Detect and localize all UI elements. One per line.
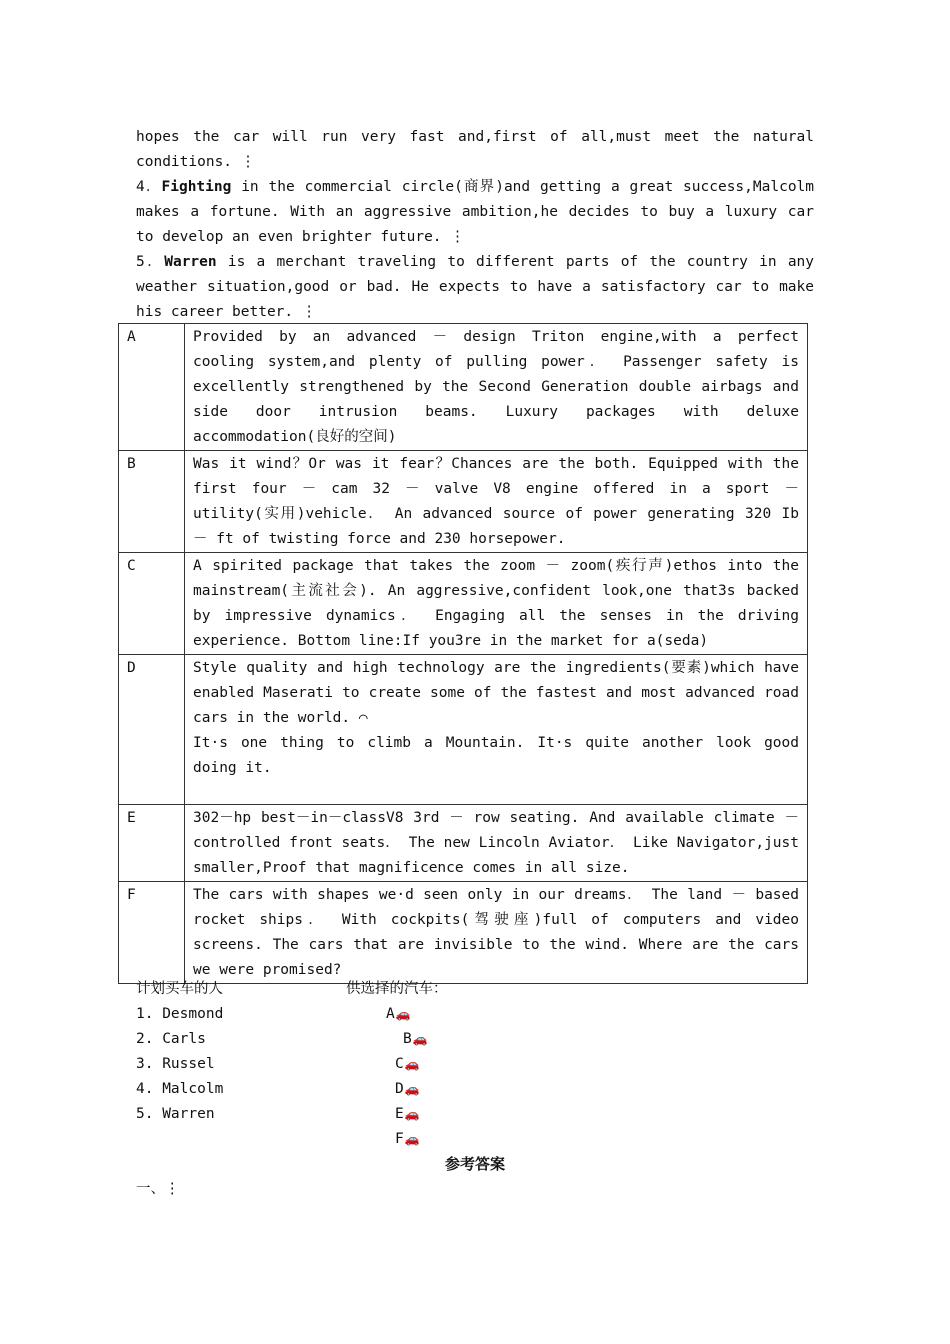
car-letter: A bbox=[386, 1006, 395, 1022]
option-letter: D bbox=[119, 655, 185, 805]
car-option-item bbox=[346, 1127, 448, 1152]
car-icon: 🚗 bbox=[404, 1107, 420, 1121]
buyer-item: 2. Carls bbox=[136, 1031, 206, 1047]
answer-key-title: 参考答案 bbox=[444, 1155, 505, 1173]
buyer-item: 1. Desmond bbox=[136, 1006, 224, 1022]
item-4-number: 4． bbox=[136, 179, 162, 195]
option-text-second: It·s one thing to climb a Mountain. It·s quite another look good doing it. bbox=[193, 735, 799, 776]
option-text: The cars with shapes we·d seen only in our dreams． The land － based rocket ships． With cockpits(驾驶座)full of computers and video screens. The cars that are invisible to the wind. Where are the cars we were promised? bbox=[185, 882, 808, 984]
option-row-c bbox=[119, 553, 808, 655]
item-5 bbox=[136, 250, 814, 325]
car-option-item bbox=[346, 1002, 448, 1027]
buyer-item: 4. Malcolm bbox=[136, 1081, 224, 1097]
item-4-text: in the commercial circle(商界)and getting a great success,Malcolm makes a fortune. With an aggressive ambition,he decides to buy a luxury car to develop an even brighter future. ⋮ bbox=[136, 179, 815, 245]
buyers-column bbox=[136, 977, 223, 1127]
item-3-tail-text: hopes the car will run very fast and,first of all,must meet the natural conditions. ⋮ bbox=[136, 129, 814, 170]
cars-column bbox=[346, 977, 448, 1152]
car-icon: 🚗 bbox=[395, 1007, 411, 1021]
item-5-name: Warren bbox=[164, 254, 217, 270]
option-row-f bbox=[119, 882, 808, 984]
car-icon: 🚗 bbox=[404, 1057, 420, 1071]
car-icon: 🚗 bbox=[404, 1082, 420, 1096]
item-3-tail bbox=[136, 125, 814, 175]
item-5-text: is a merchant traveling to different parts of the country in any weather situation,good or bad. He expects to have a satisfactory car to make his career better. ⋮ bbox=[136, 254, 815, 320]
option-text: Was it wind？Or was it fear？Chances are the both. Equipped with the first four － cam 32 － valve V8 engine offered in a sport － utility(实用)vehicle． An advanced source of power generating 320 Ib － ft of twisting force and 230 horsepower. bbox=[185, 451, 808, 553]
option-text: 302－hp best－in－classV8 3rd － row seating. And available climate － controlled front seats． The new Lincoln Aviator． Like Navigator,just smaller,Proof that magnificence comes in all size. bbox=[185, 805, 808, 882]
car-icon: 🚗 bbox=[412, 1032, 428, 1046]
option-row-e bbox=[119, 805, 808, 882]
item-5-number: 5． bbox=[136, 254, 165, 270]
answer-key-section-one: 一、⋮ bbox=[136, 1181, 180, 1197]
car-letter: F bbox=[395, 1131, 404, 1147]
car-option-item bbox=[346, 1077, 448, 1102]
option-text: Style quality and high technology are the ingredients(要素)which have enabled Maserati to create some of the fastest and most advanced road cars in the world. ⌒ bbox=[193, 660, 799, 726]
option-letter: F bbox=[119, 882, 185, 984]
option-letter: B bbox=[119, 451, 185, 553]
car-options-table bbox=[118, 323, 808, 984]
cars-heading: 供选择的汽车： bbox=[346, 981, 448, 997]
option-text-block bbox=[185, 655, 808, 805]
option-letter: C bbox=[119, 553, 185, 655]
car-option-item bbox=[346, 1052, 448, 1077]
car-letter: D bbox=[395, 1081, 404, 1097]
option-row-b bbox=[119, 451, 808, 553]
option-letter: E bbox=[119, 805, 185, 882]
option-row-d bbox=[119, 655, 808, 805]
buyers-heading: 计划买车的人 bbox=[136, 981, 223, 997]
buyer-item: 5. Warren bbox=[136, 1106, 215, 1122]
buyer-item: 3. Russel bbox=[136, 1056, 215, 1072]
car-option-item bbox=[346, 1027, 448, 1052]
car-icon: 🚗 bbox=[404, 1132, 420, 1146]
item-4-name: Fighting bbox=[161, 179, 232, 195]
item-4 bbox=[136, 175, 814, 250]
car-letter: B bbox=[403, 1031, 412, 1047]
option-row-a bbox=[119, 324, 808, 451]
option-text: Provided by an advanced － design Triton engine,with a perfect cooling system,and plenty of pulling power． Passenger safety is excellently strengthened by the Second Generation double airbags and side door intrusion beams. Luxury packages with deluxe accommodation(良好的空间) bbox=[185, 324, 808, 451]
car-option-item bbox=[346, 1102, 448, 1127]
option-letter: A bbox=[119, 324, 185, 451]
option-text: A spirited package that takes the zoom － zoom(疾行声)ethos into the mainstream(主流社会). An aggressive,confident look,one that3s backed by impressive dynamics． Engaging all the senses in the driving experience. Bottom line:If you3re in the market for a(seda) bbox=[185, 553, 808, 655]
car-letter: C bbox=[395, 1056, 404, 1072]
car-letter: E bbox=[395, 1106, 404, 1122]
